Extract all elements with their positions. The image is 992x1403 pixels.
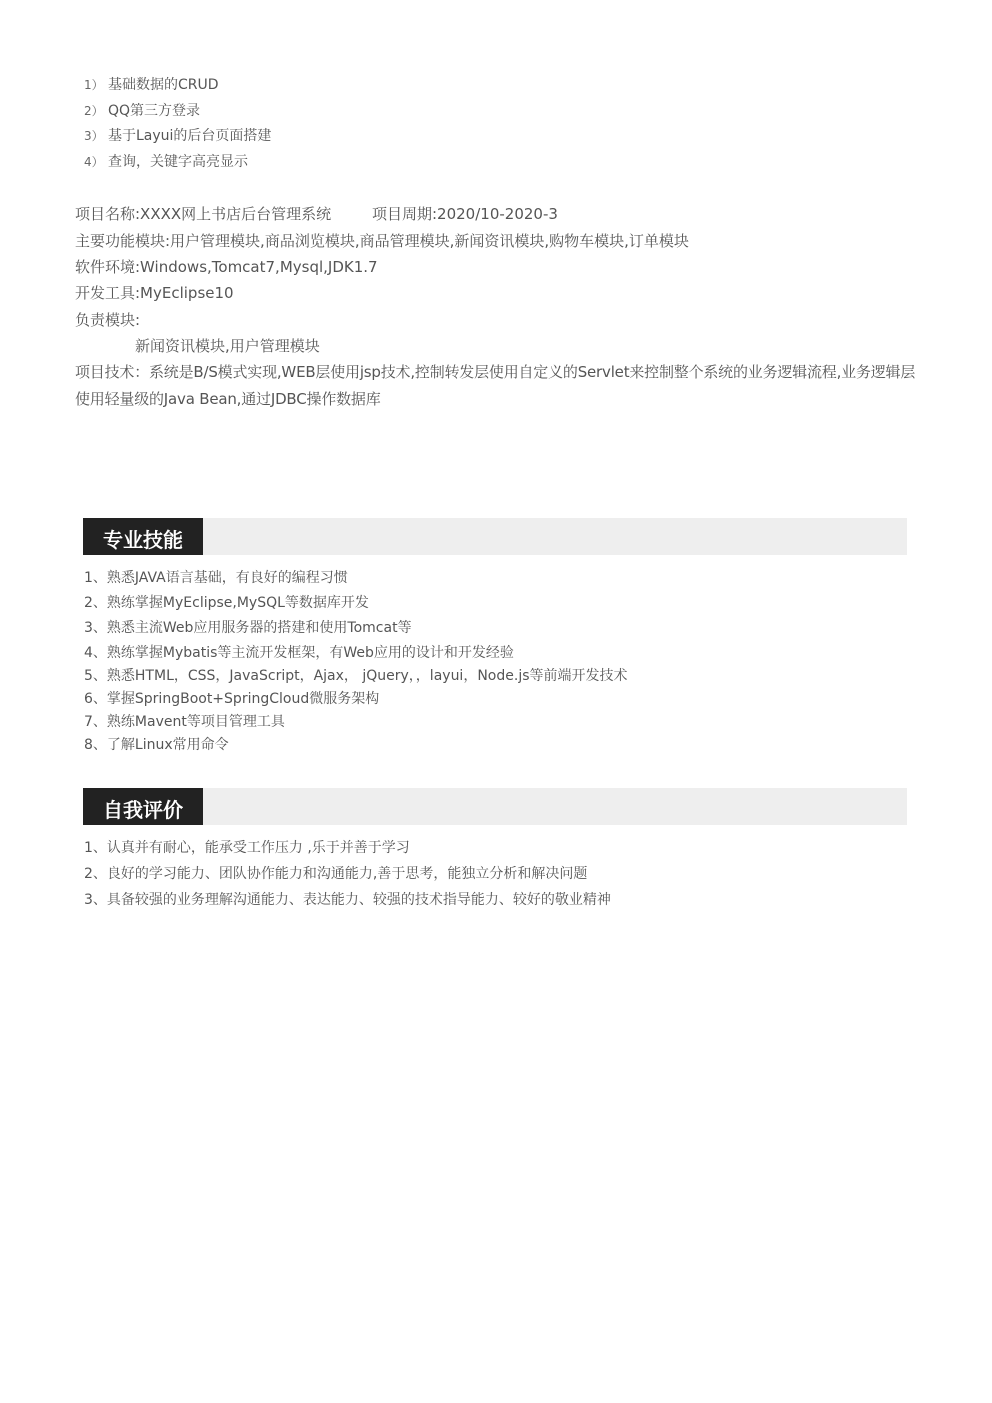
- list-number: 2）: [84, 104, 104, 118]
- skill-item: 8、了解Linux常用命令: [84, 737, 229, 753]
- list-number: 4）: [84, 155, 104, 169]
- list-text: 基础数据的CRUD: [108, 77, 219, 93]
- list-text: 基于Layui的后台页面搭建: [108, 128, 272, 144]
- list-number: 1）: [84, 78, 104, 92]
- skill-item: 5、熟悉HTML，CSS，JavaScript，Ajax， jQuery，，layui，Node.js等前端开发技术: [84, 668, 628, 684]
- self-eval-item: 3、具备较强的业务理解沟通能力、表达能力、较强的技术指导能力、较好的敬业精神: [84, 892, 611, 908]
- skill-item: 1、熟悉JAVA语言基础，有良好的编程习惯: [84, 570, 348, 586]
- project-environment: 软件环境:Windows,Tomcat7,Mysql,JDK1.7: [75, 258, 378, 276]
- section-title: 自我评价: [83, 788, 203, 825]
- list-item: [84, 152, 248, 172]
- list-item: [84, 126, 271, 146]
- skill-item: 6、掌握SpringBoot+SpringCloud微服务架构: [84, 691, 380, 707]
- skill-item: 4、熟练掌握Mybatis等主流开发框架，有Web应用的设计和开发经验: [84, 645, 514, 661]
- project-tools: 开发工具:MyEclipse10: [75, 284, 234, 302]
- self-eval-item: 2、良好的学习能力、团队协作能力和沟通能力,善于思考，能独立分析和解决问题: [84, 866, 588, 882]
- list-text: 查询，关键字高亮显示: [108, 154, 248, 170]
- section-title: 专业技能: [83, 518, 203, 555]
- project-period: 项目周期:2020/10-2020-3: [372, 205, 558, 223]
- skill-item: 7、熟练Mavent等项目管理工具: [84, 714, 285, 730]
- skill-item: 3、熟悉主流Web应用服务器的搭建和使用Tomcat等: [84, 620, 412, 636]
- skills-section-header: [83, 518, 907, 555]
- project-responsibility-label: 负责模块:: [75, 311, 141, 329]
- project-name: 项目名称:XXXX网上书店后台管理系统: [75, 205, 332, 223]
- project-modules: 主要功能模块:用户管理模块,商品浏览模块,商品管理模块,新闻资讯模块,购物车模块,订单模块: [75, 232, 689, 250]
- project-responsibility-value: 新闻资讯模块,用户管理模块: [135, 337, 320, 355]
- list-item: [84, 75, 219, 95]
- list-number: 3）: [84, 129, 104, 143]
- project-tech: 项目技术：系统是B/S模式实现,WEB层使用jsp技术,控制转发层使用自定义的Servlet来控制整个系统的业务逻辑流程,业务逻辑层使用轻量级的Java Bean,通过JDBC操作数据库: [75, 363, 916, 408]
- skill-item: 2、熟练掌握MyEclipse,MySQL等数据库开发: [84, 595, 369, 611]
- list-item: [84, 101, 200, 121]
- self-eval-section-header: [83, 788, 907, 825]
- self-eval-item: 1、认真并有耐心，能承受工作压力 ,乐于并善于学习: [84, 840, 410, 856]
- list-text: QQ第三方登录: [108, 103, 201, 119]
